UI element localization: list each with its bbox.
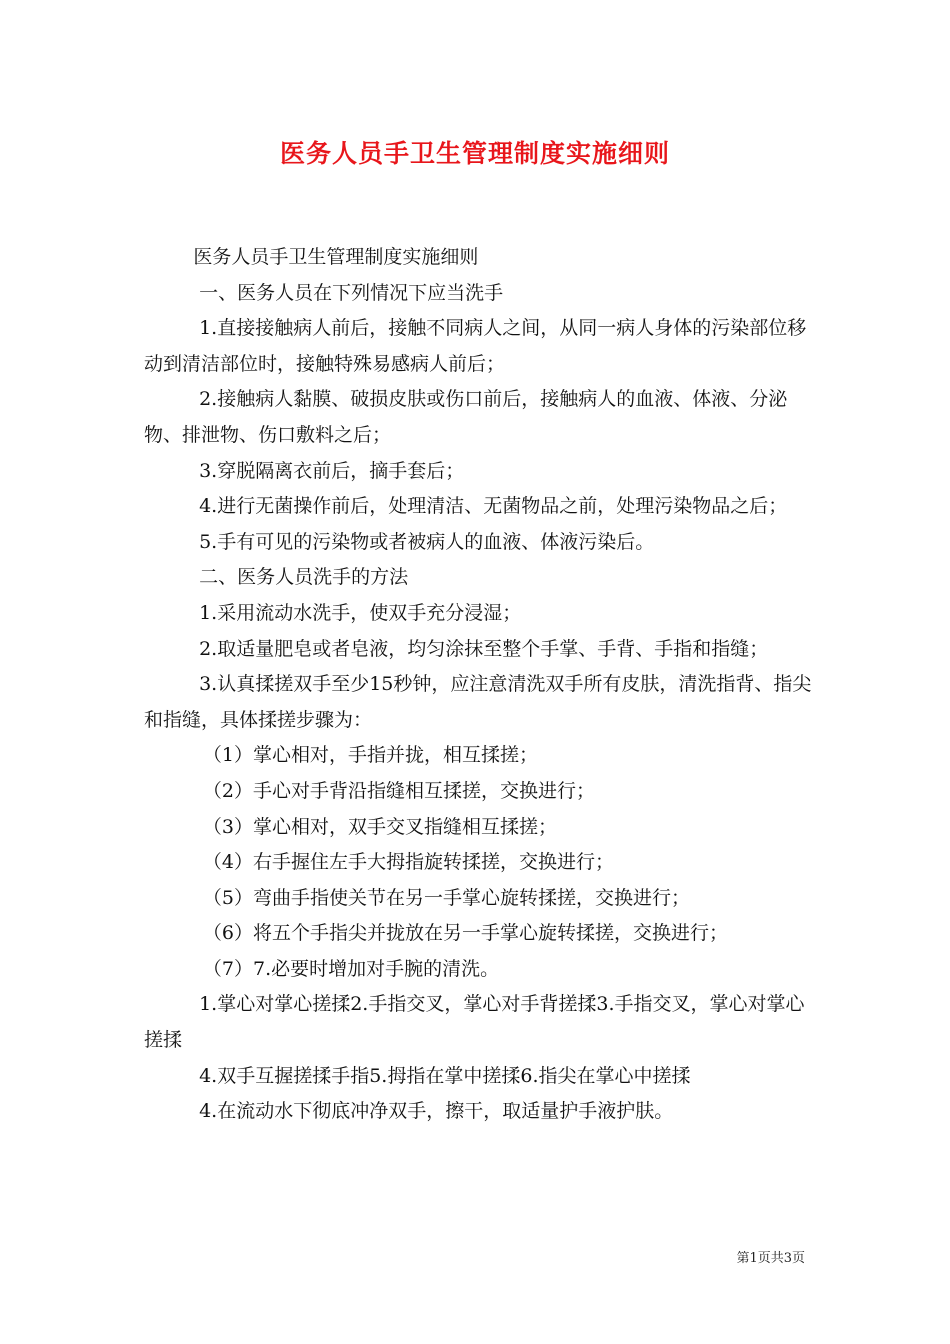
paragraph: （2）手心对手背沿指缝相互揉搓，交换进行； <box>202 779 595 802</box>
page-title: 医务人员手卫生管理制度实施细则 <box>279 139 670 168</box>
paragraph: 3.穿脱隔离衣前后，摘手套后； <box>199 459 465 482</box>
paragraph: 医务人员手卫生管理制度实施细则 <box>193 246 479 268</box>
paragraph: （3）掌心相对，双手交叉指缝相互揉搓； <box>202 815 557 838</box>
paragraph: 5.手有可见的污染物或者被病人的血液、体液污染后。 <box>199 530 655 553</box>
page-footer: 第1页共3页 <box>736 1251 805 1266</box>
document-body <box>144 240 814 1130</box>
paragraph: 2.取适量肥皂或者皂液，均匀涂抹至整个手掌、手背、手指和指缝； <box>199 637 769 660</box>
paragraph: （7）7.必要时增加对手腕的清洗。 <box>202 957 500 980</box>
paragraph: 二、医务人员洗手的方法 <box>199 566 409 589</box>
paragraph: 2.接触病人黏膜、破损皮肤或伤口前后，接触病人的血液、体液、分泌物、排泄物、伤口敷料之后； <box>144 388 788 446</box>
paragraph: （6）将五个手指尖并拢放在另一手掌心旋转揉搓，交换进行； <box>202 922 728 945</box>
paragraph: 1.直接接触病人前后，接触不同病人之间，从同一病人身体的污染部位移动到清洁部位时，接触特殊易感病人前后； <box>144 317 807 375</box>
paragraph: （5）弯曲手指使关节在另一手掌心旋转揉搓，交换进行； <box>202 886 690 909</box>
paragraph: 1.掌心对掌心搓揉2.手指交叉，掌心对手背搓揉3.手指交叉，掌心对掌心搓揉 <box>144 993 805 1052</box>
paragraph: 4.双手互握搓揉手指5.拇指在掌中搓揉6.指尖在掌心中搓揉 <box>199 1064 691 1087</box>
paragraph: （1）掌心相对，手指并拢，相互揉搓； <box>202 744 538 767</box>
paragraph: 4.在流动水下彻底冲净双手，擦干，取适量护手液护肤。 <box>199 1100 674 1123</box>
paragraph: （4）右手握住左手大拇指旋转揉搓，交换进行； <box>202 851 614 874</box>
paragraph: 3.认真揉搓双手至少15秒钟，应注意清洗双手所有皮肤，清洗指背、指尖和指缝，具体揉搓步骤为： <box>144 673 812 731</box>
paragraph: 4.进行无菌操作前后，处理清洁、无菌物品之前，处理污染物品之后； <box>199 495 788 518</box>
paragraph: 1.采用流动水洗手，使双手充分浸湿； <box>199 601 522 624</box>
paragraph: 一、医务人员在下列情况下应当洗手 <box>199 281 504 304</box>
